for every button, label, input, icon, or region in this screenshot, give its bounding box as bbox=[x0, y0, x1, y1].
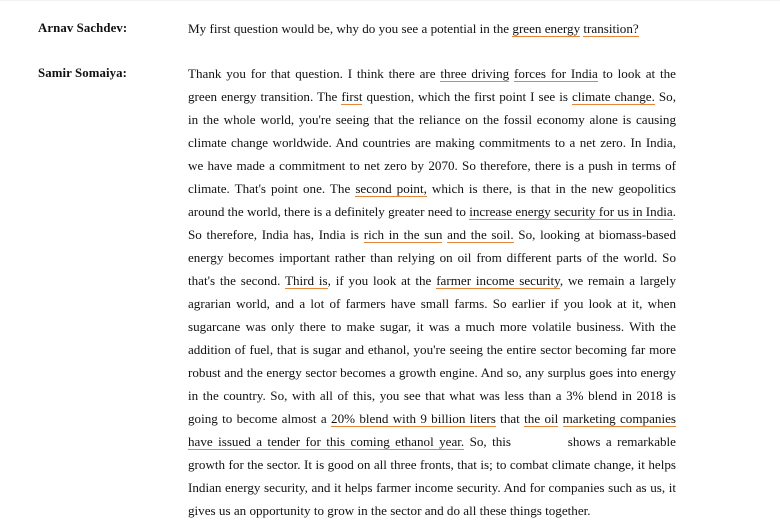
highlighted-phrase: the oil bbox=[524, 411, 559, 426]
highlighted-phrase: have issued a tender for this coming ethanol year. bbox=[188, 434, 465, 449]
highlighted-phrase: second point, bbox=[355, 181, 427, 196]
highlighted-phrase: 20% blend with 9 billion liters bbox=[331, 411, 496, 426]
highlighted-phrase: transition? bbox=[583, 21, 639, 36]
highlighted-phrase: marketing companies bbox=[562, 411, 676, 426]
transcript-paragraph-answer: Thank you for that question. I think there are three driving forces for India to look at the green energy transition. The first question, which the first point I see is climate change. So, in the whole world, you're seeing that the reliance on the fossil economy alone is causing climate change worldwide. And countries are making commitments to a net zero. In India, we have made a commitment to net zero by 2070. So therefore, there is a push in terms of climate. That's point one. The second point, which is there, is that in the new geopolitics around the world, there is a definitely greater need to increase energy security for us in India. So therefore, India has, India is rich in the sun and the soil. So, looking at biomass-based energy becomes important rather than relying on oil from different parts of the world. So that's the second. Third is, if you look at the farmer income security, we remain a largely agrarian world, and a lot of farmers have small farms. So earlier if you look at it, when sugarcane was only there to make sugar, it was a much more volatile business. With the addition of fuel, that is sugar and ethanol, you're seeing the entire sector becoming far more robust and the energy sector becomes a growth engine. And so, any surplus goes into energy in the country. So, with all of this, you see that what was less than a 3% blend in 2018 is going to become almost a 20% blend with 9 billion liters that the oil marketing companies have issued a tender for this coming ethanol year. So, this shows a remarkable growth for the sector. It is good on all three fronts, that is; to combat climate change, it helps Indian energy security, and it helps farmer income security. And for companies such as us, it gives us an opportunity to grow in the sector and do all these things together. bbox=[188, 66, 676, 518]
speaker-label-answer: Samir Somaiya: bbox=[38, 66, 127, 80]
highlighted-phrase: and the soil. bbox=[447, 227, 514, 242]
speaker-label-question: Arnav Sachdev: bbox=[38, 21, 128, 35]
highlighted-phrase: forces for India bbox=[514, 66, 598, 81]
highlighted-phrase: green energy bbox=[512, 21, 581, 36]
transcript-paragraph-question: My first question would be, why do you see a potential in the green energy transition? bbox=[188, 21, 639, 36]
redacted-figure-gap bbox=[516, 430, 562, 453]
highlighted-phrase: increase energy security for us in India bbox=[469, 204, 673, 219]
highlighted-phrase: first bbox=[341, 89, 363, 104]
highlighted-phrase: three driving bbox=[440, 66, 510, 81]
highlighted-phrase: farmer income security bbox=[436, 273, 560, 288]
highlighted-phrase: climate change. bbox=[571, 89, 655, 104]
highlighted-phrase: Third is bbox=[284, 273, 328, 288]
highlighted-phrase: rich in the sun bbox=[363, 227, 443, 242]
